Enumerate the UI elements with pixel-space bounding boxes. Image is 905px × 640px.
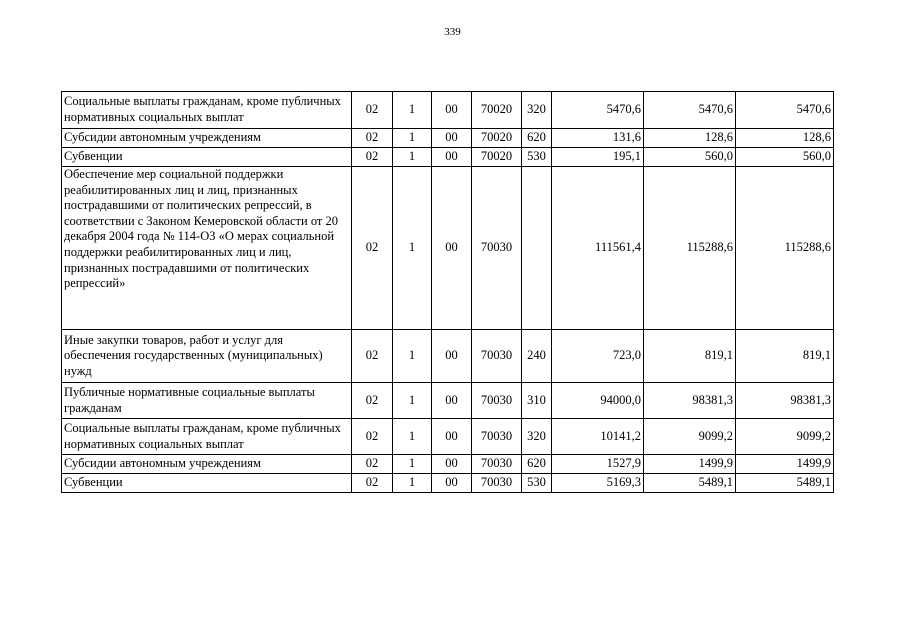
value-year-3: 9099,2 [736, 419, 834, 455]
subsection-code: 1 [393, 455, 432, 474]
table-row [62, 383, 834, 419]
subsection-code: 1 [393, 92, 432, 129]
value-year-3: 1499,9 [736, 455, 834, 474]
row-name: Социальные выплаты гражданам, кроме публичных нормативных социальных выплат [62, 92, 352, 129]
target-code: 70020 [472, 129, 522, 148]
value-year-1: 10141,2 [552, 419, 644, 455]
row-name: Субсидии автономным учреждениям [62, 455, 352, 474]
expense-type-code: 530 [522, 474, 552, 493]
value-year-1: 94000,0 [552, 383, 644, 419]
budget-table [61, 91, 834, 493]
subsection-code: 1 [393, 474, 432, 493]
table-row [62, 330, 834, 383]
value-year-1: 195,1 [552, 148, 644, 167]
table-row [62, 474, 834, 493]
expense-type-code [522, 167, 552, 330]
target-code: 70020 [472, 92, 522, 129]
expense-type-code: 620 [522, 455, 552, 474]
target-code: 70020 [472, 148, 522, 167]
expense-type-code: 530 [522, 148, 552, 167]
table-row [62, 419, 834, 455]
table-row [62, 129, 834, 148]
value-year-2: 115288,6 [644, 167, 736, 330]
value-year-3: 5489,1 [736, 474, 834, 493]
subsection-code: 1 [393, 129, 432, 148]
section-code: 02 [352, 383, 393, 419]
value-year-2: 98381,3 [644, 383, 736, 419]
section-code: 02 [352, 167, 393, 330]
value-year-3: 819,1 [736, 330, 834, 383]
row-name: Публичные нормативные социальные выплаты гражданам [62, 383, 352, 419]
row-name: Иные закупки товаров, работ и услуг для обеспечения государственных (муниципальных) нужд [62, 330, 352, 383]
table-row [62, 455, 834, 474]
value-year-3: 98381,3 [736, 383, 834, 419]
program-code: 00 [432, 129, 472, 148]
expense-type-code: 240 [522, 330, 552, 383]
target-code: 70030 [472, 419, 522, 455]
value-year-1: 111561,4 [552, 167, 644, 330]
expense-type-code: 320 [522, 419, 552, 455]
row-name: Субвенции [62, 474, 352, 493]
section-code: 02 [352, 455, 393, 474]
page-number: 339 [444, 26, 461, 38]
value-year-1: 1527,9 [552, 455, 644, 474]
subsection-code: 1 [393, 167, 432, 330]
value-year-1: 5470,6 [552, 92, 644, 129]
program-code: 00 [432, 383, 472, 419]
subsection-code: 1 [393, 148, 432, 167]
value-year-1: 723,0 [552, 330, 644, 383]
subsection-code: 1 [393, 383, 432, 419]
program-code: 00 [432, 148, 472, 167]
section-code: 02 [352, 419, 393, 455]
target-code: 70030 [472, 330, 522, 383]
table-row [62, 92, 834, 129]
target-code: 70030 [472, 455, 522, 474]
value-year-2: 819,1 [644, 330, 736, 383]
subsection-code: 1 [393, 419, 432, 455]
program-code: 00 [432, 167, 472, 330]
section-code: 02 [352, 474, 393, 493]
value-year-2: 5489,1 [644, 474, 736, 493]
table-row [62, 148, 834, 167]
subsection-code: 1 [393, 330, 432, 383]
expense-type-code: 620 [522, 129, 552, 148]
value-year-2: 128,6 [644, 129, 736, 148]
value-year-1: 131,6 [552, 129, 644, 148]
value-year-2: 5470,6 [644, 92, 736, 129]
value-year-1: 5169,3 [552, 474, 644, 493]
row-name: Социальные выплаты гражданам, кроме публичных нормативных социальных выплат [62, 419, 352, 455]
value-year-3: 5470,6 [736, 92, 834, 129]
value-year-2: 1499,9 [644, 455, 736, 474]
program-code: 00 [432, 474, 472, 493]
program-code: 00 [432, 92, 472, 129]
value-year-2: 560,0 [644, 148, 736, 167]
row-name: Субсидии автономным учреждениям [62, 129, 352, 148]
section-code: 02 [352, 129, 393, 148]
target-code: 70030 [472, 474, 522, 493]
value-year-3: 115288,6 [736, 167, 834, 330]
program-code: 00 [432, 419, 472, 455]
value-year-3: 128,6 [736, 129, 834, 148]
section-code: 02 [352, 92, 393, 129]
expense-type-code: 320 [522, 92, 552, 129]
row-name: Субвенции [62, 148, 352, 167]
row-name: Обеспечение мер социальной поддержки реабилитированных лиц и лиц, признанных пострадавшими от политических репрессий, в соответствии с Законом Кемеровской области от 20 декабря 2004 года № 114-ОЗ «О мерах социальной поддержки реабилитированных лиц и лиц, признанных пострадавшими от политических репрессий» [62, 167, 352, 330]
target-code: 70030 [472, 383, 522, 419]
table-row [62, 167, 834, 330]
target-code: 70030 [472, 167, 522, 330]
section-code: 02 [352, 330, 393, 383]
value-year-3: 560,0 [736, 148, 834, 167]
program-code: 00 [432, 455, 472, 474]
value-year-2: 9099,2 [644, 419, 736, 455]
section-code: 02 [352, 148, 393, 167]
expense-type-code: 310 [522, 383, 552, 419]
program-code: 00 [432, 330, 472, 383]
